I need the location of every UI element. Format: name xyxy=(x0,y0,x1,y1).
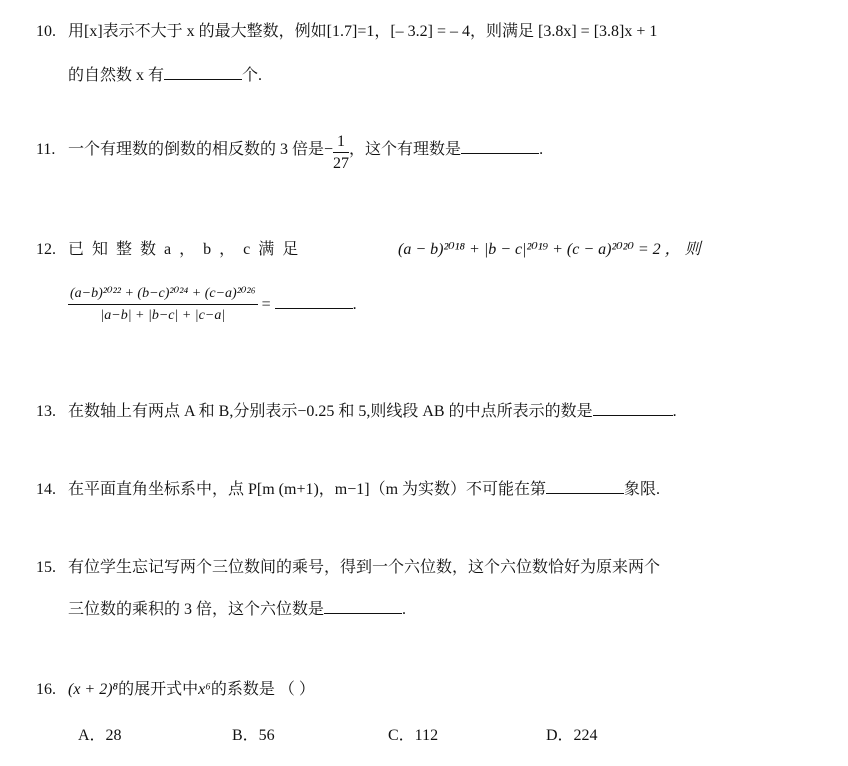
problem-10-line-2 xyxy=(68,62,262,85)
fraction-numerator: (a−b)²⁰²² + (b−c)²⁰²⁴ + (c−a)²⁰²⁶ xyxy=(68,284,258,305)
answer-blank[interactable] xyxy=(461,139,539,154)
problem-number: 14. xyxy=(36,481,56,498)
minus-sign: − xyxy=(324,141,334,158)
problem-number: 13. xyxy=(36,403,56,420)
fraction-numerator: 1 xyxy=(333,132,349,153)
period: . xyxy=(352,296,357,314)
option-a[interactable]: A．28 xyxy=(78,727,122,744)
condition-expression: (a − b)²⁰¹⁸ + |b − c|²⁰¹⁹ + (c − a)²⁰²⁰ = 2 ， 则 xyxy=(398,241,701,258)
problem-number: 11. xyxy=(36,141,56,158)
problem-text: ，这个有理数是 xyxy=(349,141,462,158)
problem-number: 16. xyxy=(36,681,56,698)
option-c[interactable]: C．112 xyxy=(388,727,439,744)
answer-blank[interactable] xyxy=(324,599,402,614)
problem-text: 用[x]表示不大于 x 的最大整数，例如[1.7]=1，[– 3.2] = – 4，则满足 [3.8x] = [3.8]x + 1 xyxy=(68,23,658,40)
problem-text: 在数轴上有两点 A 和 B,分别表示−0.25 和 5,则线段 AB 的中点所表示的数是 xyxy=(68,403,593,420)
problem-15-line-1 xyxy=(36,554,660,577)
problem-number: 12. xyxy=(36,241,56,258)
answer-blank[interactable] xyxy=(275,294,353,309)
period: . xyxy=(672,403,677,420)
problem-12-line-2 xyxy=(68,284,357,327)
fraction-denominator: 27 xyxy=(333,155,350,172)
problem-11 xyxy=(36,132,543,175)
problem-text: 的系数是 （ ） xyxy=(210,681,315,698)
problem-number: 15. xyxy=(36,559,56,576)
problem-text: 三位数的乘积的 3 倍，这个六位数是 xyxy=(68,601,325,618)
option-d[interactable]: D．224 xyxy=(546,727,598,744)
binomial-expression: (x + 2)⁸ xyxy=(68,681,119,698)
option-b[interactable]: B．56 xyxy=(232,727,275,744)
problem-15-line-2 xyxy=(68,596,406,619)
period: . xyxy=(539,141,544,158)
answer-blank[interactable] xyxy=(546,479,624,494)
fraction-denominator: |a−b| + |b−c| + |c−a| xyxy=(100,308,226,323)
period: . xyxy=(402,601,407,618)
problem-text: 个. xyxy=(242,67,263,84)
problem-text: 象限. xyxy=(624,481,661,498)
problem-text: 的展开式中 xyxy=(118,681,199,698)
problem-text: 的自然数 x 有 xyxy=(68,67,165,84)
problem-12-line-1 xyxy=(36,236,701,259)
problem-text: 已 知 整 数 a ， b ， c 满 足 xyxy=(68,241,301,258)
fraction xyxy=(68,284,258,327)
problem-number: 10. xyxy=(36,23,56,40)
problem-10-line-1 xyxy=(36,18,657,41)
problem-text: 有位学生忘记写两个三位数间的乘号，得到一个六位数，这个六位数恰好为原来两个 xyxy=(68,559,661,576)
answer-blank[interactable] xyxy=(593,401,673,416)
problem-text: 在平面直角坐标系中，点 P[m (m+1)，m−1]（m 为实数）不可能在第 xyxy=(68,481,547,498)
problem-text: 一个有理数的倒数的相反数的 3 倍是 xyxy=(68,141,325,158)
answer-blank[interactable] xyxy=(164,65,242,80)
term: x⁶ xyxy=(198,681,211,698)
problem-13 xyxy=(36,398,677,421)
problem-16 xyxy=(36,676,315,699)
fraction xyxy=(333,132,349,175)
problem-14 xyxy=(36,476,660,499)
equals-sign: = xyxy=(261,296,271,314)
